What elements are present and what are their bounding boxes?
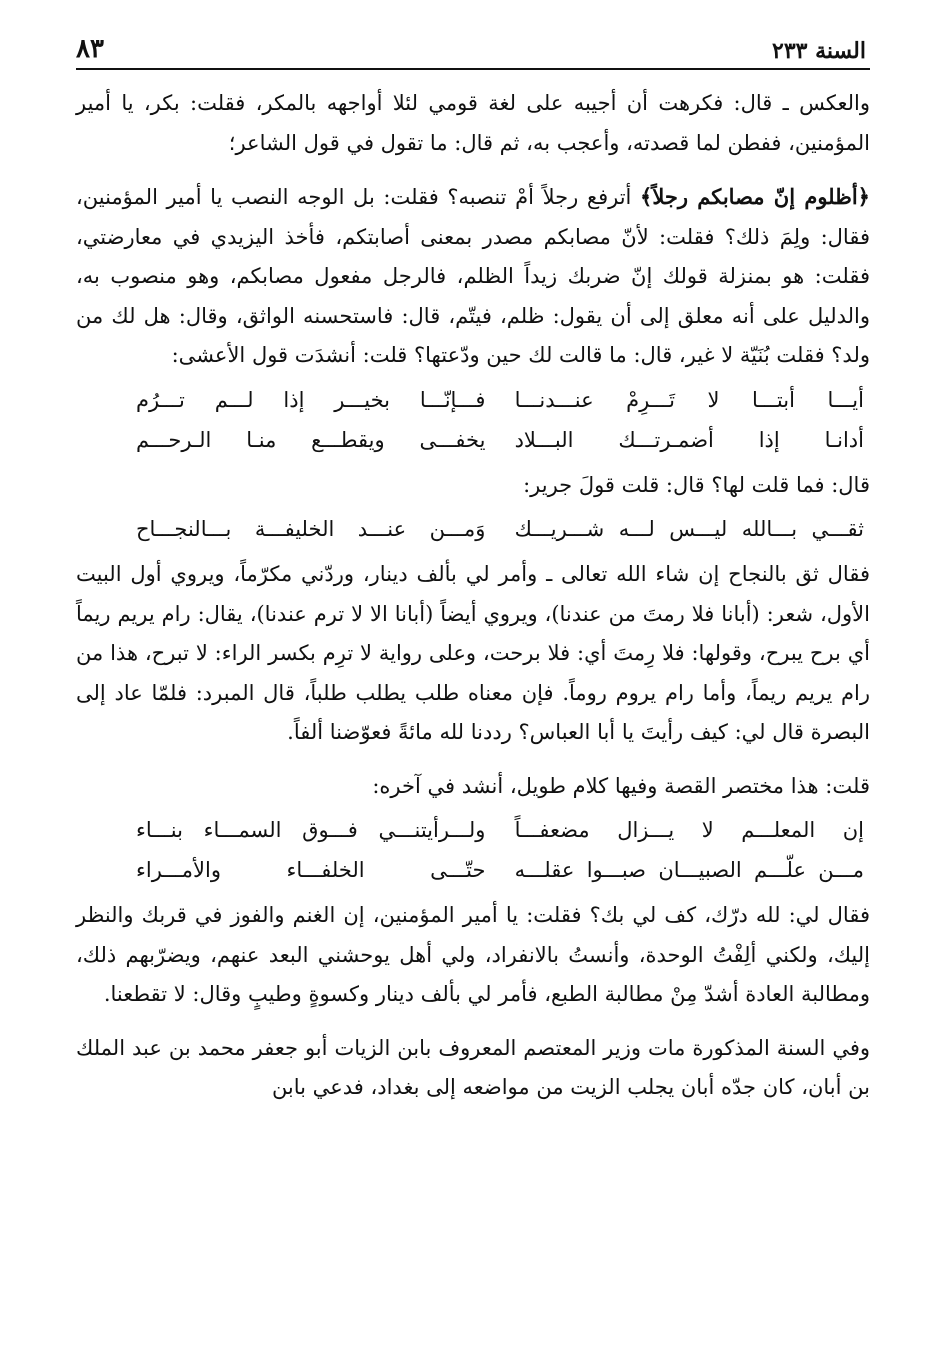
verse-line [76, 420, 870, 460]
verse-second-hemistich: ولـــرأيتنـــي فـــوق السمـــاء بنـــاء [136, 818, 486, 842]
paragraph-5: قلت: هذا مختصر القصة وفيها كلام طويل، أنشد في آخره: [372, 773, 870, 798]
verse-first-hemistich: إن المعلـــم لا يـــزال مضعفـــاً [514, 818, 864, 842]
page-header [76, 30, 870, 70]
paragraph-3: قال: فما قلت لها؟ قال: قلت قولَ جرير: [523, 472, 870, 497]
verse-line [76, 810, 870, 850]
paragraph-2-text: أترفع رجلاً أمْ تنصبه؟ فقلت: بل الوجه النصب يا أمير المؤمنين، فقال: ولِمَ ذلك؟ فقلت: لأنّ مصابكم مصدر بمعنى أصابتكم، فأخذ اليزيدي في معارضتي، فقلت: هو بمنزلة قولك إنّ ضربك زيداً الظلم، فالرجل مفعول مصابكم، وهو منصوب به، والدليل على أنه معلق إلى أن يقول: ظلم، فيتّم، قال: فاستحسنه الواثق، وقال: هل لك من ولد؟ فقلت بُنَيّة لا غير، قال: ما قالت لك حين ودّعتها؟ قلت: أنشدَت قول الأعشى: [76, 185, 870, 367]
verse-first-hemistich: مـــن علّـــم الصبيـــان صبـــوا عقلـــه [514, 858, 864, 882]
running-head: السنة ٢٣٣ [772, 38, 866, 64]
paragraph-7: وفي السنة المذكورة مات وزير المعتصم المعروف بابن الزيات أبو جعفر محمد بن عبد الملك بن أبان، كان جدّه أبان يجلب الزيت من مواضعه إلى بغداد، فدعي بابن [76, 1035, 870, 1099]
verse-second-hemistich: حتّـــى الخلفـــاء والأمـــراء [136, 858, 486, 882]
poem-alasha [76, 380, 870, 460]
page-number: ٨٣ [76, 34, 104, 64]
poem-jarir [76, 509, 870, 549]
poem-teacher [76, 810, 870, 890]
verse-line [76, 850, 870, 890]
verse-second-hemistich: يخفـــى ويقطـــع منـا الـرحـــم [136, 427, 486, 452]
verse-second-hemistich: وَمـــن عنـــد الخليفـــة بـــالنجـــاح [136, 517, 486, 541]
paragraph-6: فقال لي: لله درّك، كف لي بك؟ فقلت: يا أمير المؤمنين، إن الغنم والفوز في قربك والنظر إليك، ولكني ألِفْتُ الوحدة، وأنستُ بالانفراد، ولي أهل يوحشني البعد عنهم، ويضرّبهم ذلك، ومطالبة العادة أشدّ مِنْ مطالبة الطبع، فأمر لي بألف دينار وكسوةٍ وطيبٍ وقال: لا تقطعنا. [76, 903, 870, 1006]
verse-line [76, 380, 870, 420]
verse-line [76, 509, 870, 549]
page-body [76, 84, 870, 1108]
paragraph-4: فقال ثق بالنجاح إن شاء الله تعالى ـ وأمر لي بألف دينار، وردّني مكرّماً، ويروي أول البيت الأول، شعر: (أبانا فلا رمتَ من عندنا)، ويروي أيضاً (أبانا الا لا ترم عندنا)، يقال: رام يريم ريماً أي برح يبرح، وقولها: فلا رِمتَ أي: فلا برحت، وعلى رواية لا ترِم بكسر الراء: لا تبرح، هذا من رام يريم ريماً، وأما رام يروم روماً. فإن معناه طلب يطلب طلباً، قال المبرد: فلمّا عاد إلى البصرة قال لي: كيف رأيتَ يا أبا العباس؟ رددنا لله مائةً فعوّضنا ألفاً. [76, 562, 870, 744]
verse-first-hemistich: أدانـا إذا أضمـرتـــك البـــلاد [514, 427, 864, 452]
verse-first-hemistich: ثقـــي بـــالله ليـــس لـــه شـــريـــك [514, 517, 864, 541]
verse-second-hemistich: فـــإنّـــا بخيـــر إذا لـــم تـــرُم [136, 387, 486, 412]
verse-first-hemistich: أيـــا أبتـــا لا تَـــرِمْ عنـــدنـــا [514, 387, 864, 412]
paragraph-2 [76, 177, 870, 376]
paragraph-1: والعكس ـ قال: فكرهت أن أجيبه على لغة قومي لئلا أواجهه بالمكر، فقلت: بكر، يا أمير المؤمنين، ففطن لما قصدته، وأعجب به، ثم قال: ما تقول في قول الشاعر؛ [76, 91, 870, 155]
quoted-verse: ﴿أظلوم إنّ مصابكم رجلاً﴾ [640, 184, 870, 209]
